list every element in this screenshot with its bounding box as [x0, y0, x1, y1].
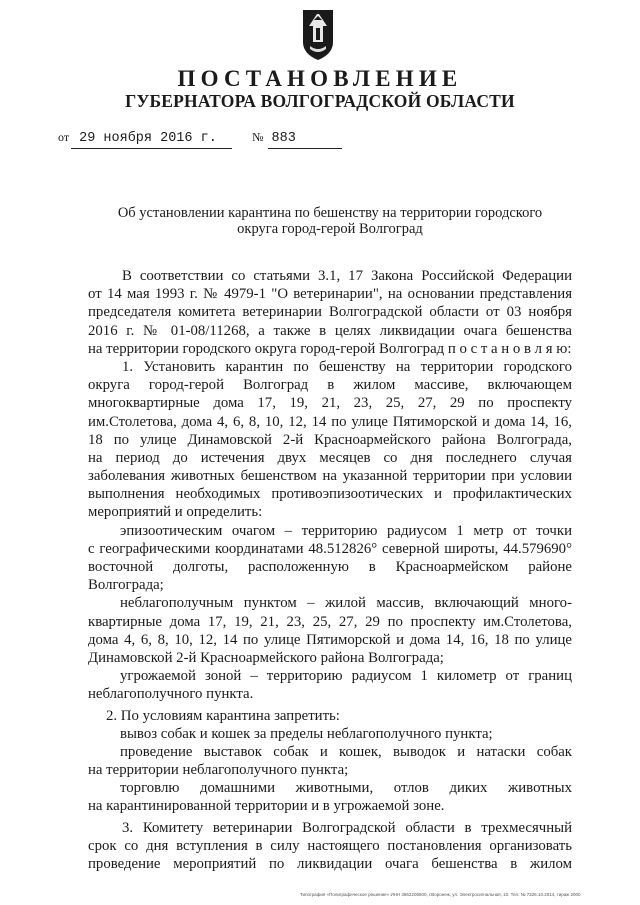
body-line: 3. Комитету ветеринарии Волгоградской области в трехмесячный: [122, 819, 572, 836]
document-title: ПОСТАНОВЛЕНИЕ: [177, 66, 463, 91]
body-line: им.Столетова, дома 4, 6, 8, 10, 12, 14 по улице Пятиморской и дома 14, 16,: [88, 413, 572, 430]
body-line: 18 по улице Динамовской 2-й Красноармейского района Волгограда,: [88, 431, 572, 448]
document-date: 29 ноября 2016 г.: [71, 130, 232, 149]
body-line: мероприятий и определить:: [88, 504, 263, 521]
body-line: на период до истечения двух месяцев со дня последнего случая: [88, 449, 572, 466]
body-line: от 14 мая 1993 г. № 4979-1 "О ветеринарии", на основании представления: [88, 286, 572, 303]
document-subject: [60, 205, 600, 237]
body-line: угрожаемой зоной – территорию радиусом 1 километр от границ: [120, 668, 572, 685]
body-line: на территории неблагополучного пункта;: [88, 762, 349, 779]
coat-of-arms-icon: [301, 8, 335, 62]
body-line: квартирные дома 17, 19, 21, 23, 25, 27, 29 по проспекту им.Столетова,: [88, 613, 572, 630]
document-meta: [58, 127, 342, 149]
body-line: восточной долготы, расположенную в Красноармейском районе: [88, 559, 572, 575]
body-line: 2. По условиям карантина запретить:: [106, 707, 340, 724]
body-line: проведение мероприятий по ликвидации очага бешенства в жилом: [88, 856, 572, 872]
body-line: неблагополучного пункта.: [88, 686, 254, 703]
body-line: Динамовской 2-й Красноармейского района Волгограда;: [88, 649, 444, 666]
body-line: проведение выставок собак и кошек, выводок и натаски собак: [120, 743, 572, 760]
body-line: эпизоотическим очагом – территорию радиусом 1 метр от точки: [120, 522, 572, 539]
body-line: выполнения необходимых противоэпизоотических и профилактических: [88, 486, 572, 503]
subject-line: округа город-герой Волгоград: [237, 221, 423, 237]
body-line: председателя комитета ветеринарии Волгоградской области от 03 ноября: [88, 304, 572, 321]
body-line: 2016 г. № 01-08/11268, а также в целях ликвидации очага бешенства: [88, 322, 572, 339]
document-subtitle: ГУБЕРНАТОРА ВОЛГОГРАДСКОЙ ОБЛАСТИ: [125, 91, 515, 111]
document-body: [88, 267, 572, 873]
body-line: на территории городского округа город-герой Волгоград п о с т а н о в л я ю:: [88, 340, 572, 357]
body-line: дома 4, 6, 8, 10, 12, 14 по улице Пятиморской и дома 14, 16, 18 по улице: [88, 631, 572, 648]
body-line: заболевания животных бешенством на указанной территории при условии: [88, 468, 572, 485]
document-number: 883: [268, 130, 342, 149]
number-label: №: [252, 130, 264, 144]
body-line: вывоз собак и кошек за пределы неблагополучного пункта;: [120, 725, 493, 742]
body-line: Волгограда;: [88, 577, 164, 594]
subject-line: Об установлении карантина по бешенству на территории городского: [117, 205, 543, 221]
body-line: многоквартирные дома 17, 19, 21, 23, 25, 27, 29 по проспекту: [88, 395, 572, 412]
body-line: 1. Установить карантин по бешенству на территории городского: [122, 358, 572, 375]
printer-imprint: Типография «Полиграфическое решение» ИНН 3662206800, г.Воронеж, ул. Электросигнальная, 10. Тел. № 7326.10.2014, тираж 2000: [300, 892, 581, 897]
date-label: от: [58, 130, 70, 144]
body-line: неблагополучным пунктом – жилой массив, включающий много-: [120, 595, 572, 612]
body-line: на карантинированной территории и в угрожаемой зоне.: [88, 798, 445, 815]
body-line: округа город-герой Волгоград в жилом массиве, включающем: [88, 377, 572, 394]
body-line: В соответствии со статьями 3.1, 17 Закона Российской Федерации: [122, 268, 572, 284]
body-line: срок со дня вступления в силу настоящего постановления организовать: [88, 837, 572, 854]
body-line: с географическими координатами 48.512826° северной широты, 44.579690°: [88, 540, 572, 557]
body-line: торговлю домашними животными, отлов диких животных: [120, 780, 572, 797]
